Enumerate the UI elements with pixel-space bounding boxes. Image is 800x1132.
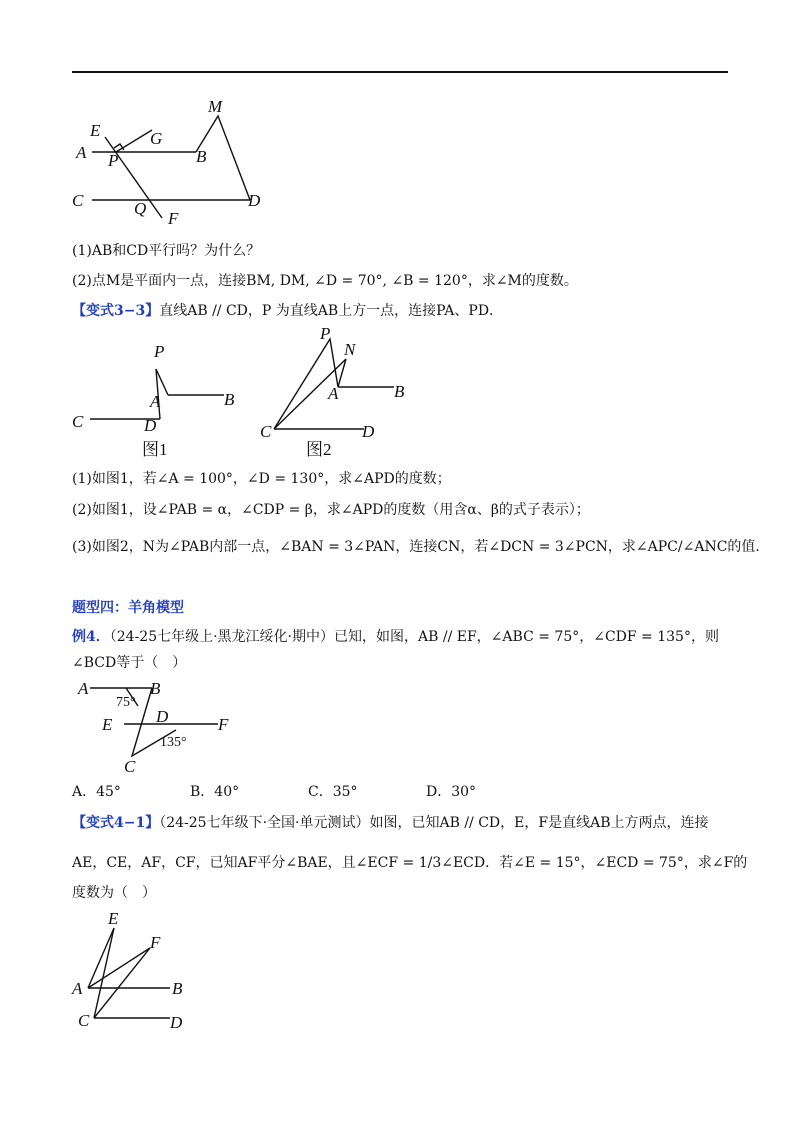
question-2: (2)点M是平面内一点，连接BM, DM, ∠D = 70°, ∠B = 120°，求∠M的度数。 <box>72 273 578 289</box>
example-4-line-2: ∠BCD等于（ ） <box>72 655 187 671</box>
label-B: B <box>150 679 161 698</box>
label-P: P <box>154 342 165 361</box>
label-C: C <box>72 191 84 210</box>
label-D: D <box>156 707 169 726</box>
question-3-1: (1)如图1，若∠A = 100°，∠D = 130°，求∠APD的度数； <box>72 471 451 487</box>
example-tag: 例4． <box>72 629 110 645</box>
label-F: F <box>168 209 179 228</box>
label-C: C <box>260 422 272 441</box>
figure-3 <box>260 325 450 465</box>
label-M: M <box>208 97 223 116</box>
choice-a[interactable]: A．45° <box>72 784 121 800</box>
variant-tag: 【变式4−1】 <box>72 815 160 831</box>
label-E: E <box>90 121 101 140</box>
label-N: N <box>344 340 356 359</box>
variant-4-1-line-3: 度数为（ ） <box>72 885 156 901</box>
figure-2 <box>72 335 252 465</box>
label-A: A <box>76 143 87 162</box>
figure-4 <box>72 680 252 780</box>
label-C: C <box>124 757 136 776</box>
label-E: E <box>108 909 119 928</box>
label-F: F <box>218 715 229 734</box>
label-A: A <box>328 384 339 403</box>
question-3-3: (3)如图2，N为∠PAB内部一点，∠BAN = 3∠PAN，连接CN，若∠DCN = 3∠PCN，求∠APC/∠ANC的值． <box>72 539 770 555</box>
label-F: F <box>150 933 161 952</box>
label-Q: Q <box>134 199 147 218</box>
section-title: 题型四：羊角模型 <box>72 600 184 616</box>
figure-caption-2: 图2 <box>306 440 332 459</box>
label-P: P <box>320 324 331 343</box>
label-D: D <box>170 1013 183 1032</box>
choice-b[interactable]: B．40° <box>190 784 240 800</box>
label-B: B <box>196 147 207 166</box>
choice-c[interactable]: C．35° <box>308 784 358 800</box>
angle-135: 135° <box>160 735 187 750</box>
label-B: B <box>172 979 183 998</box>
label-D: D <box>362 422 375 441</box>
label-A: A <box>78 679 89 698</box>
label-C: C <box>78 1011 90 1030</box>
variant-4-1 <box>72 813 708 833</box>
label-E: E <box>102 715 113 734</box>
label-P: P <box>108 151 119 170</box>
variant-text-1: （24-25七年级下·全国·单元测试）如图，已知AB // CD，E，F是直线AB上方两点，连接 <box>159 815 709 831</box>
example-4 <box>72 627 719 647</box>
label-A: A <box>150 392 161 411</box>
variant-4-1-line-2: AE，CE，AF，CF，已知AF平分∠BAE，且∠ECF = 1/3∠ECD．若∠E = 15°，∠ECD = 75°，求∠F的 <box>72 855 748 871</box>
variant-tag: 【变式3−3】 <box>72 303 160 319</box>
figure-1 <box>72 92 272 232</box>
figure-caption-1: 图1 <box>142 440 168 459</box>
choice-d[interactable]: D．30° <box>426 784 477 800</box>
label-B: B <box>224 390 235 409</box>
variant-3-3 <box>72 301 503 321</box>
angle-75: 75° <box>116 695 136 710</box>
figure-5 <box>72 910 252 1040</box>
label-B: B <box>394 382 405 401</box>
label-D: D <box>248 191 261 210</box>
answer-choices <box>72 782 544 802</box>
label-D: D <box>144 416 157 435</box>
label-A: A <box>72 979 83 998</box>
label-G: G <box>150 129 163 148</box>
header-rule <box>72 71 728 73</box>
label-C: C <box>72 412 84 431</box>
variant-text: 直线AB // CD，P 为直线AB上方一点，连接PA、PD． <box>159 303 504 319</box>
question-3-2: (2)如图1，设∠PAB = α，∠CDP = β，求∠APD的度数（用含α、β的式子表示）； <box>72 502 590 518</box>
question-1: (1)AB和CD平行吗？为什么？ <box>72 243 261 259</box>
example-text-1: （24-25七年级上·黑龙江绥化·期中）已知，如图，AB // EF，∠ABC = 75°，∠CDF = 135°，则 <box>109 629 719 645</box>
